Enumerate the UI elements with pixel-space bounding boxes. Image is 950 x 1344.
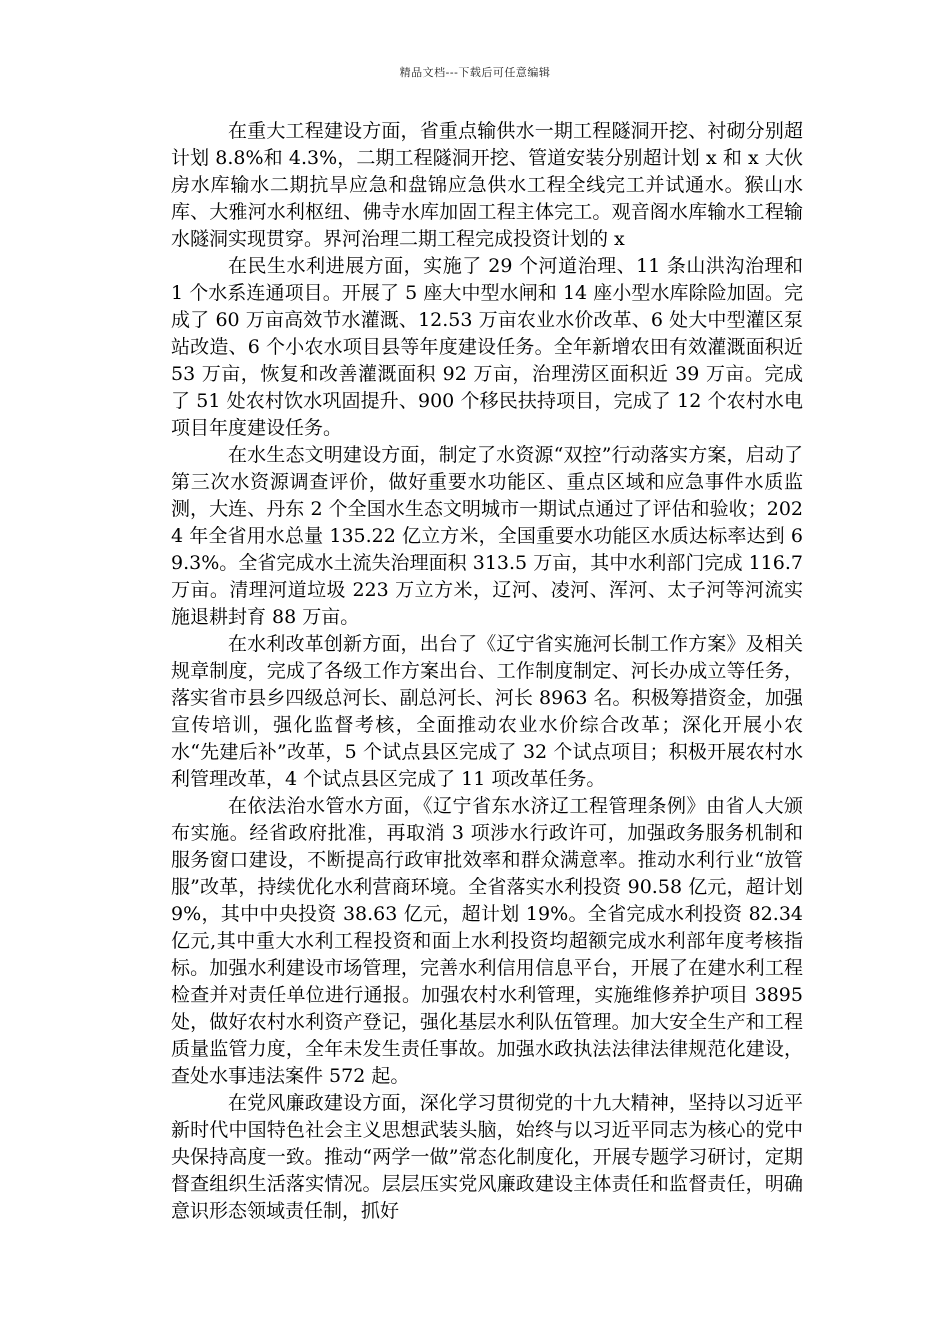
paragraph-law-governance: 在依法治水管水方面，《辽宁省东水济辽工程管理条例》由省人大颁布实施。经省政府批准，再取消 3 项涉水行政许可，加强政务服务机制和服务窗口建设，不断提高行政审批效率和群众满意率。推动水利行业“放管服”改革，持续优化水利营商环境。全省落实水利投资 90.58 亿元，超计划 9%，其中中央投资 38.63 亿元，超计划 19%。全省完成水利投资 82.34 亿元,其中重大水利工程投资和面上水利投资均超额完成水利部年度考核指标。加强水利建设市场管理，完善水利信用信息平台，开展了在建水利工程检查并对责任单位进行通报。加强农村水利管理，实施维修养护项目 3895 处，做好农村水利资产登记，强化基层水利队伍管理。加大安全生产和工程质量监管力度，全年未发生责任事故。加强水政执法法律法律规范化建设，查处水事违法案件 572 起。 [171,795,803,1087]
paragraph-water-reform: 在水利改革创新方面，出台了《辽宁省实施河长制工作方案》及相关规章制度，完成了各级工作方案出台、工作制度制定、河长办成立等任务，落实省市县乡四级总河长、副总河长、河长 8963 名。积极筹措资金，加强宣传培训，强化监督考核，全面推动农业水价综合改革；深化开展小农水“先建后补”改革，5 个试点县区完成了 32 个试点项目；积极开展农村水利管理改革，4 个试点县区完成了 11 项改革任务。 [171,633,803,790]
paragraph-major-projects: 在重大工程建设方面，省重点输供水一期工程隧洞开挖、衬砌分别超计划 8.8%和 4.3%，二期工程隧洞开挖、管道安装分别超计划 x 和 x 大伙房水库输水二期抗旱应急和盘锦应急供水工程全线完工并试通水。猴山水库、大雅河水利枢纽、佛寺水库加固工程主体完工。观音阁水库输水工程输水隧洞实现贯穿。界河治理二期工程完成投资计划的 x [171,120,803,250]
paragraph-livelihood-water: 在民生水利进展方面，实施了 29 个河道治理、11 条山洪沟治理和 1 个水系连通项目。开展了 5 座大中型水闸和 14 座小型水库除险加固。完成了 60 万亩高效节水灌溉、12.53 万亩农业水价改革、6 处大中型灌区泵站改造、6 个小农水项目县等年度建设任务。全年新增农田有效灌溉面积近 53 万亩，恢复和改善灌溉面积 92 万亩，治理涝区面积近 39 万亩。完成了 51 处农村饮水巩固提升、900 个移民扶持项目，完成了 12 个农村水电项目年度建设任务。 [171,255,803,439]
document-body [171,118,803,1225]
paragraph-party-integrity: 在党风廉政建设方面，深化学习贯彻党的十九大精神，坚持以习近平新时代中国特色社会主义思想武装头脑，始终与以习近平同志为核心的党中央保持高度一致。推动“两学一做”常态化制度化，开展专题学习研讨，定期督查组织生活落实情况。层层压实党风廉政建设主体责任和监督责任，明确意识形态领域责任制，抓好 [171,1092,803,1222]
paragraph-water-ecology: 在水生态文明建设方面，制定了水资源“双控”行动落实方案，启动了第三次水资源调查评价，做好重要水功能区、重点区域和应急事件水质监测，大连、丹东 2 个全国水生态文明城市一期试点通过了评估和验收；2024 年全省用水总量 135.22 亿立方米，全国重要水功能区水质达标率达到 69.3%。全省完成水土流失治理面积 313.5 万亩，其中水利部门完成 116.7 万亩。清理河道垃圾 223 万立方米，辽河、凌河、浑河、太子河等河流实施退耕封育 88 万亩。 [171,444,803,628]
page-header: 精品文档---下载后可任意编辑 [399,66,551,79]
